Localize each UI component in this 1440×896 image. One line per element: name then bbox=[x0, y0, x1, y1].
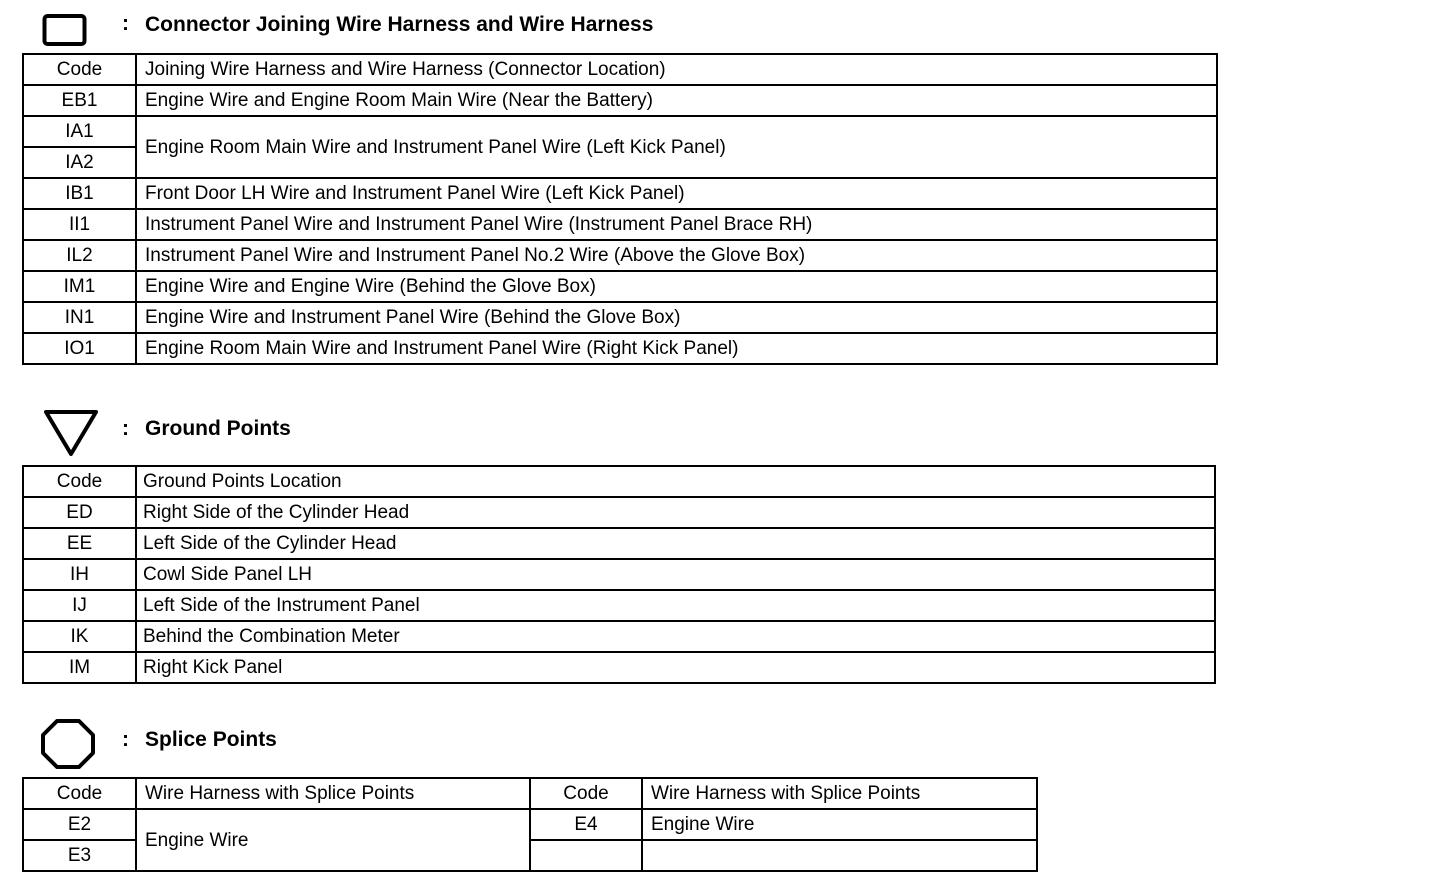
row-desc: Engine Room Main Wire and Instrument Panel Wire (Left Kick Panel) bbox=[136, 116, 1217, 178]
table-row bbox=[23, 209, 1217, 240]
table-row bbox=[23, 116, 1217, 147]
splice-section-title: Splice Points bbox=[145, 728, 277, 751]
row-desc: Behind the Combination Meter bbox=[136, 621, 1215, 652]
table-header-row bbox=[23, 54, 1217, 85]
row-desc: Engine Wire and Engine Wire (Behind the Glove Box) bbox=[136, 271, 1217, 302]
row-desc: Left Side of the Cylinder Head bbox=[136, 528, 1215, 559]
row-code: ED bbox=[23, 497, 136, 528]
row-code: EE bbox=[23, 528, 136, 559]
table-row bbox=[23, 497, 1215, 528]
row-code: II1 bbox=[23, 209, 136, 240]
heading-colon: : bbox=[122, 12, 129, 35]
header-code: Code bbox=[23, 778, 136, 809]
row-desc: Instrument Panel Wire and Instrument Panel Wire (Instrument Panel Brace RH) bbox=[136, 209, 1217, 240]
ground-section-heading bbox=[0, 408, 1440, 448]
row-code: IA2 bbox=[23, 147, 136, 178]
header-code: Code bbox=[23, 466, 136, 497]
row-code: IM1 bbox=[23, 271, 136, 302]
header-code-2: Code bbox=[530, 778, 642, 809]
row-desc: Right Side of the Cylinder Head bbox=[136, 497, 1215, 528]
row-desc: Engine Wire and Instrument Panel Wire (Behind the Glove Box) bbox=[136, 302, 1217, 333]
table-row bbox=[23, 590, 1215, 621]
splice-table bbox=[22, 777, 1038, 872]
table-row bbox=[23, 85, 1217, 116]
table-row bbox=[23, 559, 1215, 590]
row-desc: Cowl Side Panel LH bbox=[136, 559, 1215, 590]
table-row bbox=[23, 240, 1217, 271]
table-row bbox=[23, 302, 1217, 333]
row-code: IK bbox=[23, 621, 136, 652]
table-row bbox=[23, 652, 1215, 683]
ground-table bbox=[22, 465, 1216, 684]
table-header-row bbox=[23, 466, 1215, 497]
row-desc: Instrument Panel Wire and Instrument Panel No.2 Wire (Above the Glove Box) bbox=[136, 240, 1217, 271]
row-desc-2 bbox=[642, 840, 1037, 871]
splice-section-heading bbox=[0, 718, 1440, 758]
row-code: IN1 bbox=[23, 302, 136, 333]
heading-colon: : bbox=[122, 417, 129, 440]
header-desc: Joining Wire Harness and Wire Harness (Connector Location) bbox=[136, 54, 1217, 85]
row-code: IO1 bbox=[23, 333, 136, 364]
table-row bbox=[23, 528, 1215, 559]
row-code: IB1 bbox=[23, 178, 136, 209]
header-desc: Wire Harness with Splice Points bbox=[136, 778, 530, 809]
table-row bbox=[23, 809, 1037, 840]
row-desc: Left Side of the Instrument Panel bbox=[136, 590, 1215, 621]
triangle-ground-icon bbox=[42, 408, 100, 458]
table-row bbox=[23, 333, 1217, 364]
table-row bbox=[23, 178, 1217, 209]
row-desc: Engine Wire bbox=[136, 809, 530, 871]
square-connector-icon bbox=[42, 12, 88, 48]
header-desc: Ground Points Location bbox=[136, 466, 1215, 497]
row-code: IH bbox=[23, 559, 136, 590]
header-desc-2: Wire Harness with Splice Points bbox=[642, 778, 1037, 809]
row-code-2: E4 bbox=[530, 809, 642, 840]
table-row bbox=[23, 271, 1217, 302]
row-code: EB1 bbox=[23, 85, 136, 116]
connector-section-title: Connector Joining Wire Harness and Wire Harness bbox=[145, 13, 654, 36]
row-code: IA1 bbox=[23, 116, 136, 147]
header-code: Code bbox=[23, 54, 136, 85]
row-desc-2: Engine Wire bbox=[642, 809, 1037, 840]
row-desc: Engine Room Main Wire and Instrument Panel Wire (Right Kick Panel) bbox=[136, 333, 1217, 364]
table-row bbox=[23, 621, 1215, 652]
table-header-row bbox=[23, 778, 1037, 809]
heading-colon: : bbox=[122, 728, 129, 751]
row-code: E3 bbox=[23, 840, 136, 871]
row-code: E2 bbox=[23, 809, 136, 840]
row-code: IL2 bbox=[23, 240, 136, 271]
row-desc: Front Door LH Wire and Instrument Panel Wire (Left Kick Panel) bbox=[136, 178, 1217, 209]
row-code: IJ bbox=[23, 590, 136, 621]
row-desc: Engine Wire and Engine Room Main Wire (Near the Battery) bbox=[136, 85, 1217, 116]
row-code-2 bbox=[530, 840, 642, 871]
row-code: IM bbox=[23, 652, 136, 683]
connector-table bbox=[22, 53, 1218, 365]
octagon-splice-icon bbox=[40, 718, 96, 770]
connector-section-heading bbox=[0, 8, 1440, 48]
ground-section-title: Ground Points bbox=[145, 417, 291, 440]
row-desc: Right Kick Panel bbox=[136, 652, 1215, 683]
